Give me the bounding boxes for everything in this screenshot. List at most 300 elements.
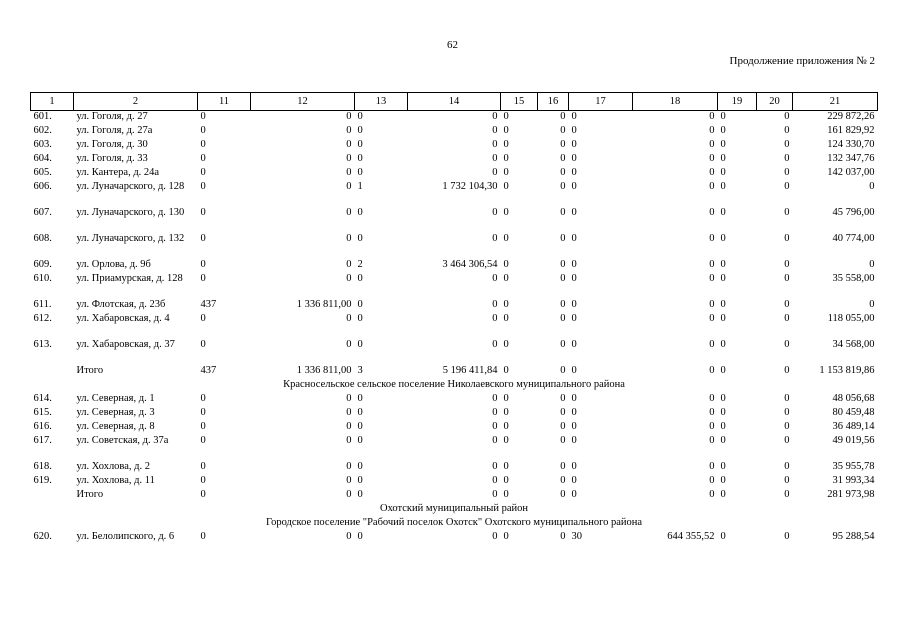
- total-label: Итого: [76, 365, 104, 376]
- value-cell-c12: 0: [346, 489, 352, 500]
- section-title-row: [31, 379, 878, 393]
- value-cell-c12: 0: [346, 207, 352, 218]
- value-cell-c19: 0: [720, 421, 726, 432]
- value-cell-c18: 0: [709, 111, 715, 122]
- row-number: 613.: [33, 339, 52, 350]
- column-header: 19: [718, 93, 757, 111]
- row-number: 605.: [33, 167, 52, 178]
- value-cell-c21: 95 288,54: [832, 531, 875, 542]
- value-cell-c15: 0: [503, 233, 509, 244]
- value-cell-c18: 0: [709, 435, 715, 446]
- value-cell-c17: 0: [571, 299, 577, 310]
- value-cell-c14: 0: [492, 139, 498, 150]
- address-text: ул. Луначарского, д. 130: [76, 207, 185, 218]
- value-cell-c13: 0: [357, 273, 363, 284]
- value-cell-c16: 0: [560, 531, 566, 542]
- value-cell-c20: 0: [784, 181, 790, 192]
- value-cell-c14: 0: [492, 299, 498, 310]
- value-cell-c17: 0: [571, 435, 577, 446]
- value-cell-c12: 0: [346, 435, 352, 446]
- value-cell-c21: 36 489,14: [832, 421, 875, 432]
- value-cell-c19: 0: [720, 111, 726, 122]
- address-cell: [74, 299, 198, 313]
- value-cell-c15: 0: [503, 313, 509, 324]
- value-cell-c14: 3 464 306,54: [442, 259, 498, 270]
- value-cell-c11: 0: [200, 421, 206, 432]
- value-cell-c13: 0: [357, 207, 363, 218]
- value-cell-c20: 0: [784, 273, 790, 284]
- column-header: 14: [408, 93, 501, 111]
- value-cell-c19: 0: [720, 313, 726, 324]
- value-cell-c13: 0: [357, 407, 363, 418]
- value-cell-c13: 0: [357, 339, 363, 350]
- value-cell-c14: 0: [492, 393, 498, 404]
- value-cell-c16: 0: [560, 167, 566, 178]
- value-cell-c13: 0: [357, 299, 363, 310]
- table-row: [31, 299, 878, 313]
- table-row: [31, 407, 878, 421]
- value-cell-c11: 0: [200, 475, 206, 486]
- value-cell-c21: 48 056,68: [832, 393, 875, 404]
- address-cell: [74, 531, 198, 557]
- value-cell-c11: 437: [200, 299, 217, 310]
- value-cell-c17: 0: [571, 475, 577, 486]
- value-cell-c11: 0: [200, 489, 206, 500]
- value-cell-c16: 0: [560, 313, 566, 324]
- table-row: [31, 111, 878, 126]
- value-cell-c11: 0: [200, 259, 206, 270]
- value-cell-c18: 0: [709, 421, 715, 432]
- value-cell-c16: 0: [560, 435, 566, 446]
- value-cell-c18: 0: [709, 393, 715, 404]
- value-cell-c14: 0: [492, 461, 498, 472]
- value-cell-c19: 0: [720, 181, 726, 192]
- value-cell-c19: 0: [720, 125, 726, 136]
- table-row: [31, 181, 878, 207]
- address-cell: [74, 153, 198, 167]
- value-cell-c15: 0: [503, 259, 509, 270]
- value-cell-c18: 0: [709, 339, 715, 350]
- value-cell-c17: 0: [571, 365, 577, 376]
- value-cell-c21: 161 829,92: [827, 125, 875, 136]
- value-cell-c15: 0: [503, 461, 509, 472]
- value-cell-c21: 31 993,34: [832, 475, 875, 486]
- address-cell: [74, 167, 198, 181]
- value-cell-c16: 0: [560, 407, 566, 418]
- value-cell-c12: 0: [346, 273, 352, 284]
- row-number: 620.: [33, 531, 52, 542]
- value-cell-c20: 0: [784, 167, 790, 178]
- column-header: 16: [538, 93, 569, 111]
- value-cell-c16: 0: [560, 139, 566, 150]
- value-cell-c11: 0: [200, 435, 206, 446]
- value-cell-c16: 0: [560, 461, 566, 472]
- table-row: [31, 313, 878, 339]
- value-cell-c16: 0: [560, 393, 566, 404]
- address-text: ул. Белолипского, д. 6: [76, 531, 175, 542]
- value-cell-c12: 0: [346, 139, 352, 150]
- address-cell: [74, 435, 198, 461]
- column-header: 11: [198, 93, 251, 111]
- value-cell-c17: 0: [571, 167, 577, 178]
- value-cell-c18: 0: [709, 407, 715, 418]
- value-cell-c20: 0: [784, 475, 790, 486]
- address-cell: [74, 393, 198, 407]
- value-cell-c18: 0: [709, 273, 715, 284]
- value-cell-c14: 0: [492, 125, 498, 136]
- value-cell-c16: 0: [560, 125, 566, 136]
- column-header: 2: [74, 93, 198, 111]
- value-cell-c11: 0: [200, 207, 206, 218]
- row-number: 612.: [33, 313, 52, 324]
- value-cell-c11: 0: [200, 181, 206, 192]
- row-number: 615.: [33, 407, 52, 418]
- address-cell: [74, 475, 198, 489]
- address-text: ул. Орлова, д. 9б: [76, 259, 151, 270]
- value-cell-c19: 0: [720, 461, 726, 472]
- value-cell-c11: 0: [200, 139, 206, 150]
- table-row: [31, 139, 878, 153]
- value-cell-c18: 0: [709, 167, 715, 178]
- value-cell-c20: 0: [784, 407, 790, 418]
- value-cell-c17: 0: [571, 111, 577, 122]
- value-cell-c15: 0: [503, 475, 509, 486]
- row-number: 619.: [33, 475, 52, 486]
- value-cell-c11: 0: [200, 273, 206, 284]
- value-cell-c17: 0: [571, 207, 577, 218]
- value-cell-c19: 0: [720, 233, 726, 244]
- column-header: 18: [633, 93, 718, 111]
- column-header: 15: [501, 93, 538, 111]
- value-cell-c20: 0: [784, 125, 790, 136]
- value-cell-c18: 0: [709, 299, 715, 310]
- row-number: 604.: [33, 153, 52, 164]
- value-cell-c13: 0: [357, 313, 363, 324]
- value-cell-c19: 0: [720, 153, 726, 164]
- column-header: 17: [569, 93, 633, 111]
- section-title: Красносельское сельское поселение Николаевского муниципального района: [283, 379, 625, 390]
- address-text: ул. Хохлова, д. 2: [76, 461, 150, 472]
- value-cell-c17: 0: [571, 233, 577, 244]
- value-cell-c17: 0: [571, 259, 577, 270]
- row-number: 606.: [33, 181, 52, 192]
- value-cell-c11: 0: [200, 153, 206, 164]
- value-cell-c11: 0: [200, 125, 206, 136]
- value-cell-c20: 0: [784, 207, 790, 218]
- address-cell: [74, 233, 198, 259]
- value-cell-c18: 0: [709, 207, 715, 218]
- value-cell-c18: 0: [709, 313, 715, 324]
- address-cell: [74, 273, 198, 299]
- table-row: [31, 233, 878, 259]
- address-text: ул. Хабаровская, д. 4: [76, 313, 170, 324]
- value-cell-c16: 0: [560, 339, 566, 350]
- value-cell-c20: 0: [784, 489, 790, 500]
- value-cell-c11: 0: [200, 339, 206, 350]
- address-cell: [74, 259, 198, 273]
- value-cell-c21: 35 558,00: [832, 273, 875, 284]
- column-header: 12: [251, 93, 355, 111]
- value-cell-c11: 0: [200, 407, 206, 418]
- value-cell-c15: 0: [503, 167, 509, 178]
- table-row: [31, 207, 878, 233]
- value-cell-c16: 0: [560, 273, 566, 284]
- value-cell-c13: 3: [357, 365, 363, 376]
- address-cell: [74, 111, 198, 126]
- value-cell-c13: 0: [357, 111, 363, 122]
- address-cell: [74, 139, 198, 153]
- column-header: 21: [793, 93, 878, 111]
- appendix-table: [30, 92, 878, 557]
- value-cell-c13: 0: [357, 125, 363, 136]
- value-cell-c21: 118 055,00: [827, 313, 875, 324]
- total-label: Итого: [76, 489, 104, 500]
- row-number: 608.: [33, 233, 52, 244]
- value-cell-c11: 0: [200, 393, 206, 404]
- value-cell-c16: 0: [560, 207, 566, 218]
- value-cell-c20: 0: [784, 299, 790, 310]
- address-text: ул. Северная, д. 8: [76, 421, 155, 432]
- value-cell-c20: 0: [784, 313, 790, 324]
- value-cell-c14: 0: [492, 233, 498, 244]
- row-number: 601.: [33, 111, 52, 122]
- value-cell-c15: 0: [503, 421, 509, 432]
- address-text: ул. Луначарского, д. 132: [76, 233, 185, 244]
- address-text: ул. Гоголя, д. 27: [76, 111, 148, 122]
- row-number: 607.: [33, 207, 52, 218]
- row-number: 616.: [33, 421, 52, 432]
- value-cell-c12: 0: [346, 393, 352, 404]
- table-row: [31, 421, 878, 435]
- row-number: 610.: [33, 273, 52, 284]
- value-cell-c15: 0: [503, 273, 509, 284]
- value-cell-c20: 0: [784, 111, 790, 122]
- value-cell-c14: 0: [492, 435, 498, 446]
- total-row: [31, 365, 878, 379]
- table-row: [31, 167, 878, 181]
- value-cell-c13: 1: [357, 181, 363, 192]
- value-cell-c16: 0: [560, 475, 566, 486]
- value-cell-c19: 0: [720, 489, 726, 500]
- value-cell-c18: 0: [709, 153, 715, 164]
- value-cell-c19: 0: [720, 139, 726, 150]
- section-title: Городское поселение "Рабочий поселок Охотск" Охотского муниципального района: [265, 517, 643, 528]
- value-cell-c12: 0: [346, 111, 352, 122]
- value-cell-c12: 0: [346, 339, 352, 350]
- value-cell-c17: 30: [571, 531, 582, 542]
- value-cell-c14: 0: [492, 339, 498, 350]
- value-cell-c21: 124 330,70: [827, 139, 875, 150]
- value-cell-c15: 0: [503, 531, 509, 542]
- value-cell-c19: 0: [720, 167, 726, 178]
- value-cell-c19: 0: [720, 273, 726, 284]
- address-text: ул. Луначарского, д. 128: [76, 181, 185, 192]
- value-cell-c15: 0: [503, 139, 509, 150]
- value-cell-c12: 0: [346, 531, 352, 542]
- value-cell-c11: 0: [200, 167, 206, 178]
- value-cell-c18: 0: [709, 461, 715, 472]
- continuation-note: Продолжение приложения № 2: [729, 55, 875, 67]
- value-cell-c21: 0: [869, 259, 875, 270]
- address-text: ул. Северная, д. 1: [76, 393, 155, 404]
- value-cell-c16: 0: [560, 489, 566, 500]
- address-text: ул. Хабаровская, д. 37: [76, 339, 175, 350]
- value-cell-c12: 0: [346, 181, 352, 192]
- value-cell-c17: 0: [571, 125, 577, 136]
- value-cell-c15: 0: [503, 299, 509, 310]
- value-cell-c12: 0: [346, 167, 352, 178]
- value-cell-c12: 1 336 811,00: [296, 365, 352, 376]
- address-text: ул. Хохлова, д. 11: [76, 475, 155, 486]
- value-cell-c14: 0: [492, 273, 498, 284]
- value-cell-c21: 40 774,00: [832, 233, 875, 244]
- value-cell-c18: 0: [709, 365, 715, 376]
- row-number: 602.: [33, 125, 52, 136]
- value-cell-c19: 0: [720, 365, 726, 376]
- value-cell-c18: 0: [709, 475, 715, 486]
- value-cell-c20: 0: [784, 153, 790, 164]
- address-cell: [74, 339, 198, 365]
- value-cell-c17: 0: [571, 313, 577, 324]
- value-cell-c14: 0: [492, 167, 498, 178]
- value-cell-c21: 45 796,00: [832, 207, 875, 218]
- column-header: 1: [31, 93, 74, 111]
- value-cell-c18: 0: [709, 259, 715, 270]
- address-text: ул. Гоголя, д. 27а: [76, 125, 153, 136]
- table-row: [31, 475, 878, 489]
- value-cell-c13: 2: [357, 259, 363, 270]
- value-cell-c16: 0: [560, 299, 566, 310]
- value-cell-c13: 0: [357, 393, 363, 404]
- value-cell-c14: 0: [492, 207, 498, 218]
- value-cell-c14: 0: [492, 407, 498, 418]
- value-cell-c17: 0: [571, 273, 577, 284]
- value-cell-c14: 0: [492, 531, 498, 542]
- value-cell-c11: 0: [200, 233, 206, 244]
- value-cell-c19: 0: [720, 435, 726, 446]
- value-cell-c21: 142 037,00: [827, 167, 875, 178]
- value-cell-c21: 1 153 819,86: [819, 365, 875, 376]
- value-cell-c18: 0: [709, 181, 715, 192]
- table-row: [31, 259, 878, 273]
- page-number: 62: [447, 39, 458, 51]
- value-cell-c15: 0: [503, 181, 509, 192]
- value-cell-c13: 0: [357, 167, 363, 178]
- value-cell-c20: 0: [784, 435, 790, 446]
- address-text: ул. Гоголя, д. 33: [76, 153, 148, 164]
- value-cell-c17: 0: [571, 421, 577, 432]
- row-number: 618.: [33, 461, 52, 472]
- column-header: 13: [355, 93, 408, 111]
- value-cell-c13: 0: [357, 421, 363, 432]
- address-text: ул. Северная, д. 3: [76, 407, 155, 418]
- value-cell-c17: 0: [571, 153, 577, 164]
- value-cell-c11: 0: [200, 461, 206, 472]
- value-cell-c14: 5 196 411,84: [442, 365, 498, 376]
- value-cell-c20: 0: [784, 531, 790, 542]
- value-cell-c12: 0: [346, 125, 352, 136]
- value-cell-c12: 0: [346, 153, 352, 164]
- value-cell-c16: 0: [560, 181, 566, 192]
- value-cell-c21: 0: [869, 181, 875, 192]
- value-cell-c15: 0: [503, 407, 509, 418]
- value-cell-c19: 0: [720, 299, 726, 310]
- value-cell-c17: 0: [571, 489, 577, 500]
- table-row: [31, 273, 878, 299]
- value-cell-c20: 0: [784, 461, 790, 472]
- value-cell-c18: 0: [709, 139, 715, 150]
- value-cell-c17: 0: [571, 181, 577, 192]
- value-cell-c12: 1 336 811,00: [296, 299, 352, 310]
- row-number: [31, 489, 74, 503]
- value-cell-c20: 0: [784, 259, 790, 270]
- address-cell: [74, 181, 198, 207]
- row-number: 614.: [33, 393, 52, 404]
- value-cell-c21: 49 019,56: [832, 435, 875, 446]
- value-cell-c12: 0: [346, 461, 352, 472]
- value-cell-c18: 0: [709, 489, 715, 500]
- value-cell-c12: 0: [346, 421, 352, 432]
- value-cell-c15: 0: [503, 111, 509, 122]
- value-cell-c11: 0: [200, 313, 206, 324]
- address-text: ул. Советская, д. 37а: [76, 435, 169, 446]
- value-cell-c21: 34 568,00: [832, 339, 875, 350]
- district-title-row: [31, 503, 878, 517]
- value-cell-c11: 437: [200, 365, 217, 376]
- value-cell-c21: 0: [869, 299, 875, 310]
- value-cell-c20: 0: [784, 139, 790, 150]
- value-cell-c13: 0: [357, 531, 363, 542]
- value-cell-c15: 0: [503, 393, 509, 404]
- value-cell-c14: 0: [492, 421, 498, 432]
- value-cell-c14: 0: [492, 489, 498, 500]
- value-cell-c13: 0: [357, 489, 363, 500]
- value-cell-c12: 0: [346, 313, 352, 324]
- value-cell-c20: 0: [784, 393, 790, 404]
- value-cell-c13: 0: [357, 435, 363, 446]
- value-cell-c21: 80 459,48: [832, 407, 875, 418]
- value-cell-c20: 0: [784, 365, 790, 376]
- value-cell-c19: 0: [720, 259, 726, 270]
- address-cell: [74, 207, 198, 233]
- column-header-row: [31, 93, 878, 111]
- value-cell-c16: 0: [560, 259, 566, 270]
- address-cell: [74, 461, 198, 475]
- value-cell-c11: 0: [200, 111, 206, 122]
- value-cell-c19: 0: [720, 207, 726, 218]
- value-cell-c15: 0: [503, 153, 509, 164]
- value-cell-c16: 0: [560, 233, 566, 244]
- value-cell-c17: 0: [571, 407, 577, 418]
- value-cell-c12: 0: [346, 407, 352, 418]
- table-row: [31, 153, 878, 167]
- value-cell-c13: 0: [357, 153, 363, 164]
- value-cell-c16: 0: [560, 421, 566, 432]
- value-cell-c19: 0: [720, 475, 726, 486]
- table-row: [31, 393, 878, 407]
- value-cell-c18: 644 355,52: [667, 531, 715, 542]
- district-title: Охотский муниципальный район: [380, 503, 528, 514]
- value-cell-c17: 0: [571, 139, 577, 150]
- value-cell-c14: 0: [492, 313, 498, 324]
- address-cell: [74, 125, 198, 139]
- value-cell-c15: 0: [503, 207, 509, 218]
- value-cell-c12: 0: [346, 233, 352, 244]
- value-cell-c15: 0: [503, 435, 509, 446]
- address-text: ул. Кантера, д. 24а: [76, 167, 160, 178]
- value-cell-c16: 0: [560, 365, 566, 376]
- table-row: [31, 461, 878, 475]
